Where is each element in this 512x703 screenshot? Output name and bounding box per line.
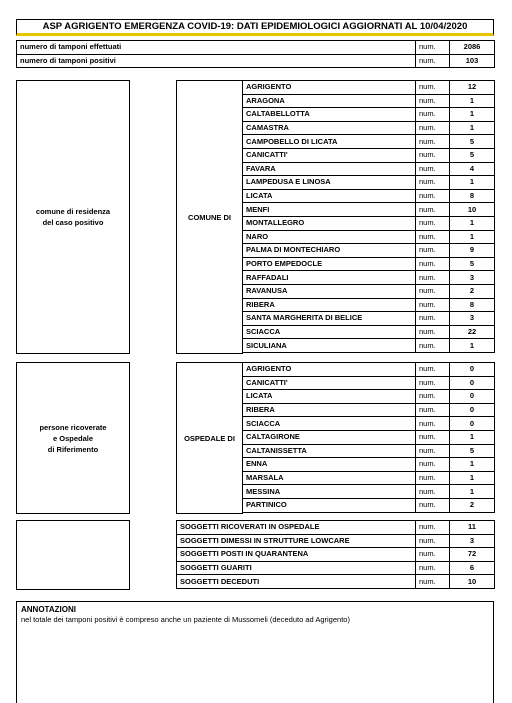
- row-value: 0: [450, 390, 495, 404]
- status-left-box: [16, 520, 130, 590]
- row-value: 2: [450, 284, 495, 298]
- row-value: 1: [450, 485, 495, 499]
- residence-row: [243, 325, 495, 339]
- row-unit: num.: [416, 162, 450, 176]
- row-label: FAVARA: [243, 162, 416, 176]
- row-value: 6: [450, 561, 495, 575]
- row-value: 1: [450, 108, 495, 122]
- row-label: SCIACCA: [243, 417, 416, 431]
- report-title: ASP AGRIGENTO EMERGENZA COVID-19: DATI EPIDEMIOLOGICI AGGIORNATI AL 10/04/2020: [16, 19, 494, 36]
- row-label: CAMPOBELLO DI LICATA: [243, 135, 416, 149]
- residence-row: [243, 148, 495, 162]
- row-unit: num.: [416, 561, 450, 575]
- row-unit: num.: [416, 284, 450, 298]
- row-value: 22: [450, 325, 495, 339]
- residence-group-label: COMUNE DI: [176, 80, 243, 354]
- row-unit: num.: [416, 298, 450, 312]
- hospital-group-label: OSPEDALE DI: [176, 362, 243, 514]
- row-label: SOGGETTI GUARITI: [177, 561, 416, 575]
- residence-row: [243, 339, 495, 353]
- row-value: 5: [450, 444, 495, 458]
- row-label: numero di tamponi effettuati: [17, 41, 416, 55]
- row-value: 10: [450, 575, 495, 589]
- residence-row: [243, 244, 495, 258]
- row-value: 103: [450, 54, 495, 68]
- summary-row: [17, 41, 495, 55]
- residence-row: [243, 81, 495, 95]
- row-label: RAFFADALI: [243, 271, 416, 285]
- row-label: MONTALLEGRO: [243, 216, 416, 230]
- residence-table: [242, 80, 495, 353]
- row-unit: num.: [416, 148, 450, 162]
- row-label: AGRIGENTO: [243, 81, 416, 95]
- summary-row: [17, 54, 495, 68]
- row-unit: num.: [416, 363, 450, 377]
- row-label: RAVANUSA: [243, 284, 416, 298]
- row-unit: num.: [416, 548, 450, 562]
- row-value: 12: [450, 81, 495, 95]
- row-value: 2086: [450, 41, 495, 55]
- row-unit: num.: [416, 376, 450, 390]
- row-label: RIBERA: [243, 403, 416, 417]
- row-label: CANICATTI': [243, 148, 416, 162]
- row-unit: num.: [416, 485, 450, 499]
- row-value: 0: [450, 417, 495, 431]
- row-unit: num.: [416, 108, 450, 122]
- hospital-table: [242, 362, 495, 513]
- row-unit: num.: [416, 430, 450, 444]
- row-value: 1: [450, 230, 495, 244]
- row-value: 3: [450, 534, 495, 548]
- summary-table: [16, 40, 495, 68]
- row-value: 5: [450, 257, 495, 271]
- row-label: SOGGETTI DECEDUTI: [177, 575, 416, 589]
- row-unit: num.: [416, 94, 450, 108]
- hospital-row: [243, 498, 495, 512]
- hospital-row: [243, 458, 495, 472]
- row-value: 9: [450, 244, 495, 258]
- row-label: CALTANISSETTA: [243, 444, 416, 458]
- row-value: 3: [450, 312, 495, 326]
- residence-row: [243, 257, 495, 271]
- residence-row: [243, 230, 495, 244]
- row-value: 4: [450, 162, 495, 176]
- row-value: 1: [450, 458, 495, 472]
- hospital-row: [243, 471, 495, 485]
- row-value: 72: [450, 548, 495, 562]
- row-label: SANTA MARGHERITA DI BELICE: [243, 312, 416, 326]
- row-label: SICULIANA: [243, 339, 416, 353]
- row-unit: num.: [416, 176, 450, 190]
- row-unit: num.: [416, 81, 450, 95]
- row-label: PALMA DI MONTECHIARO: [243, 244, 416, 258]
- hospital-label: persone ricoverate e Ospedale di Riferimento: [16, 362, 130, 514]
- row-unit: num.: [416, 534, 450, 548]
- residence-row: [243, 312, 495, 326]
- row-label: LICATA: [243, 390, 416, 404]
- status-row: [177, 521, 495, 535]
- annotations-heading: ANNOTAZIONI: [21, 605, 76, 614]
- row-label: CALTAGIRONE: [243, 430, 416, 444]
- row-value: 0: [450, 403, 495, 417]
- row-value: 1: [450, 121, 495, 135]
- residence-row: [243, 216, 495, 230]
- hospital-row: [243, 417, 495, 431]
- residence-row: [243, 94, 495, 108]
- row-value: 3: [450, 271, 495, 285]
- row-value: 8: [450, 189, 495, 203]
- row-value: 11: [450, 521, 495, 535]
- row-unit: num.: [416, 121, 450, 135]
- row-label: AGRIGENTO: [243, 363, 416, 377]
- row-label: MARSALA: [243, 471, 416, 485]
- annotations-text: nel totale dei tamponi positivi è compreso anche un paziente di Mussomeli (deceduto ad Agrigento): [21, 615, 350, 624]
- row-unit: num.: [416, 216, 450, 230]
- row-label: CALTABELLOTTA: [243, 108, 416, 122]
- status-row: [177, 575, 495, 589]
- row-unit: num.: [416, 203, 450, 217]
- row-label: NARO: [243, 230, 416, 244]
- row-value: 8: [450, 298, 495, 312]
- row-label: PORTO EMPEDOCLE: [243, 257, 416, 271]
- row-unit: num.: [416, 244, 450, 258]
- residence-row: [243, 176, 495, 190]
- row-value: 0: [450, 363, 495, 377]
- row-value: 1: [450, 430, 495, 444]
- row-label: SOGGETTI POSTI IN QUARANTENA: [177, 548, 416, 562]
- row-unit: num.: [416, 471, 450, 485]
- row-unit: num.: [416, 417, 450, 431]
- row-value: 1: [450, 339, 495, 353]
- row-label: MESSINA: [243, 485, 416, 499]
- annotations-box: [16, 601, 494, 703]
- row-label: LICATA: [243, 189, 416, 203]
- row-value: 0: [450, 376, 495, 390]
- row-label: PARTINICO: [243, 498, 416, 512]
- hospital-row: [243, 403, 495, 417]
- row-unit: num.: [416, 339, 450, 353]
- row-unit: num.: [416, 312, 450, 326]
- row-unit: num.: [416, 135, 450, 149]
- row-value: 1: [450, 94, 495, 108]
- hospital-row: [243, 390, 495, 404]
- residence-row: [243, 121, 495, 135]
- row-label: CAMASTRA: [243, 121, 416, 135]
- status-table: [176, 520, 495, 589]
- row-unit: num.: [416, 403, 450, 417]
- row-label: CANICATTI': [243, 376, 416, 390]
- row-value: 5: [450, 135, 495, 149]
- residence-row: [243, 284, 495, 298]
- row-unit: num.: [416, 575, 450, 589]
- row-unit: num.: [416, 54, 450, 68]
- row-label: SCIACCA: [243, 325, 416, 339]
- row-label: numero di tamponi positivi: [17, 54, 416, 68]
- residence-row: [243, 162, 495, 176]
- status-row: [177, 561, 495, 575]
- residence-row: [243, 271, 495, 285]
- row-label: SOGGETTI RICOVERATI IN OSPEDALE: [177, 521, 416, 535]
- hospital-row: [243, 376, 495, 390]
- residence-label: comune di residenza del caso positivo: [16, 80, 130, 354]
- row-unit: num.: [416, 521, 450, 535]
- row-unit: num.: [416, 458, 450, 472]
- row-value: 1: [450, 176, 495, 190]
- hospital-row: [243, 485, 495, 499]
- row-label: ENNA: [243, 458, 416, 472]
- row-label: LAMPEDUSA E LINOSA: [243, 176, 416, 190]
- status-row: [177, 548, 495, 562]
- row-unit: num.: [416, 41, 450, 55]
- status-row: [177, 534, 495, 548]
- row-value: 1: [450, 471, 495, 485]
- row-unit: num.: [416, 257, 450, 271]
- row-unit: num.: [416, 390, 450, 404]
- row-label: RIBERA: [243, 298, 416, 312]
- row-unit: num.: [416, 271, 450, 285]
- row-unit: num.: [416, 498, 450, 512]
- hospital-row: [243, 363, 495, 377]
- residence-row: [243, 203, 495, 217]
- row-label: ARAGONA: [243, 94, 416, 108]
- row-value: 5: [450, 148, 495, 162]
- residence-row: [243, 108, 495, 122]
- residence-row: [243, 298, 495, 312]
- row-unit: num.: [416, 230, 450, 244]
- row-value: 10: [450, 203, 495, 217]
- hospital-row: [243, 430, 495, 444]
- hospital-row: [243, 444, 495, 458]
- row-unit: num.: [416, 444, 450, 458]
- row-unit: num.: [416, 189, 450, 203]
- row-value: 2: [450, 498, 495, 512]
- row-value: 1: [450, 216, 495, 230]
- row-label: MENFI: [243, 203, 416, 217]
- row-unit: num.: [416, 325, 450, 339]
- row-label: SOGGETTI DIMESSI IN STRUTTURE LOWCARE: [177, 534, 416, 548]
- residence-row: [243, 135, 495, 149]
- residence-row: [243, 189, 495, 203]
